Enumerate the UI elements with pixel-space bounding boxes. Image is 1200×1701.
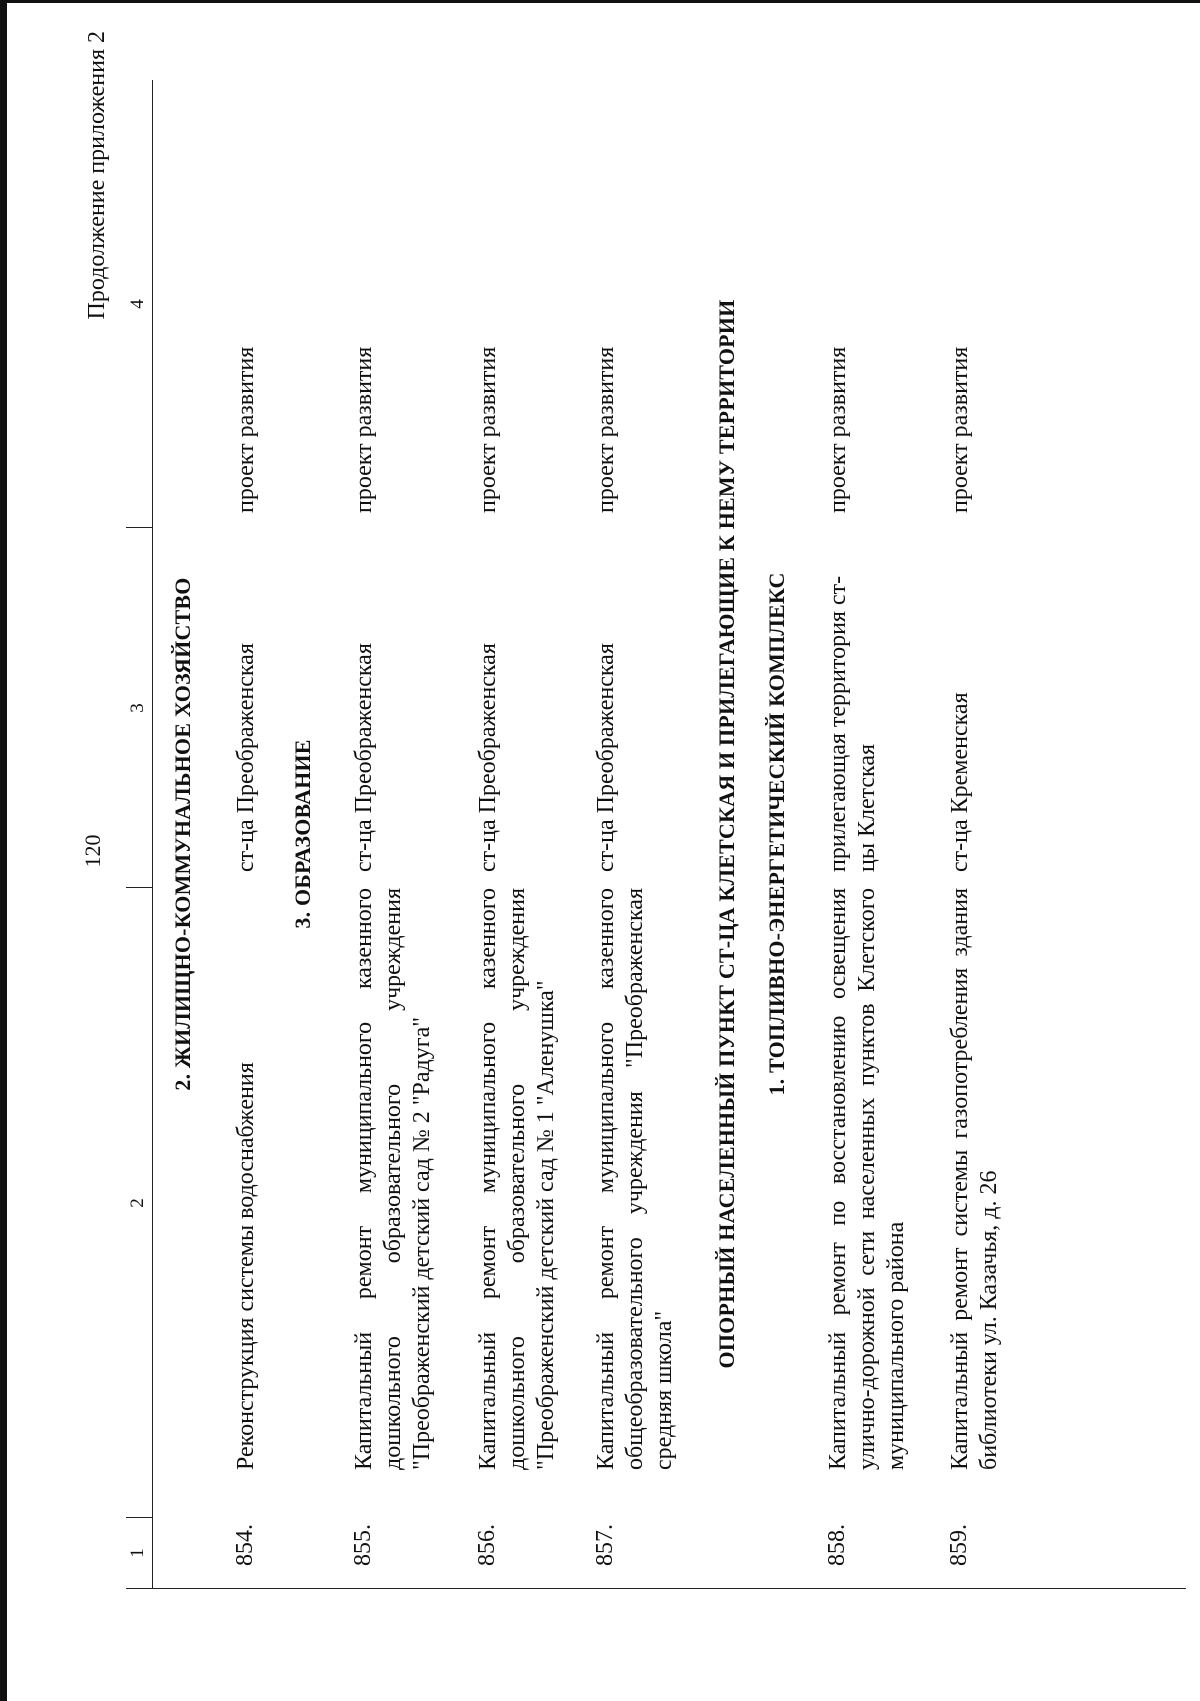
column-header-4: 4 [127,299,148,309]
row-status: проект развития [475,346,501,513]
column-header-3: 3 [127,703,148,713]
projects-table [126,80,1186,1589]
row-status: проект развития [351,346,377,513]
section-title-support-point: ОПОРНЫЙ НАСЕЛЕННЫЙ ПУНКТ СТ-ЦА КЛЕТСКАЯ И ПРИЛЕГАЮЩИЕ К НЕМУ ТЕРРИТОРИИ [714,299,739,1369]
row-status: проект развития [825,346,851,513]
row-status: проект развития [947,346,973,513]
row-number: 859. [946,1524,972,1566]
row-location: прилегающая территория ст-цы Клетская [825,575,880,872]
row-number: 854. [232,1524,258,1566]
row-number: 856. [474,1524,500,1566]
header-rule [152,80,153,1588]
column-header-1: 1 [127,1548,148,1558]
row-location: ст-ца Преображенская [351,643,377,872]
row-description: Капитальный ремонт муниципального казенного общеобразовательного учреждения "Преображенская средняя школа" [593,888,677,1470]
row-description: Реконструкция системы водоснабжения [233,1062,259,1470]
row-status: проект развития [233,346,259,513]
row-description: Капитальный ремонт муниципального казенного дошкольного образовательного учреждения "Преображенский детский сад № 2 "Радуга" [351,888,435,1470]
row-description: Капитальный ремонт по восстановлению освещения улично-дорожной сети населенных пунктов Клетского муниципального района [825,888,909,1470]
row-status: проект развития [593,346,619,513]
row-description: Капитальный ремонт системы газопотребления здания библиотеки ул. Казачья, д. 26 [947,888,1002,1470]
row-location: ст-ца Преображенская [593,643,619,872]
row-number: 857. [592,1524,618,1566]
row-description: Капитальный ремонт муниципального казенного дошкольного образовательного учреждения "Преображенский детский сад № 1 "Аленушка" [475,888,559,1470]
row-number: 855. [350,1524,376,1566]
section-title-housing: 2. ЖИЛИЩНО-КОММУНАЛЬНОЕ ХОЗЯЙСТВО [170,577,195,1091]
row-location: ст-ца Преображенская [475,643,501,872]
page-number: 120 [80,834,105,868]
section-title-fuel-energy: 1. ТОПЛИВНО-ЭНЕРГЕТИЧЕСКИЙ КОМПЛЕКС [764,572,789,1096]
continuation-label: Продолжение приложения 2 [84,31,110,320]
row-location: ст-ца Кременская [947,692,973,872]
section-title-education: 3. ОБРАЗОВАНИЕ [290,739,315,929]
row-location: ст-ца Преображенская [233,643,259,872]
column-header-2: 2 [127,1198,148,1208]
row-number: 858. [824,1524,850,1566]
